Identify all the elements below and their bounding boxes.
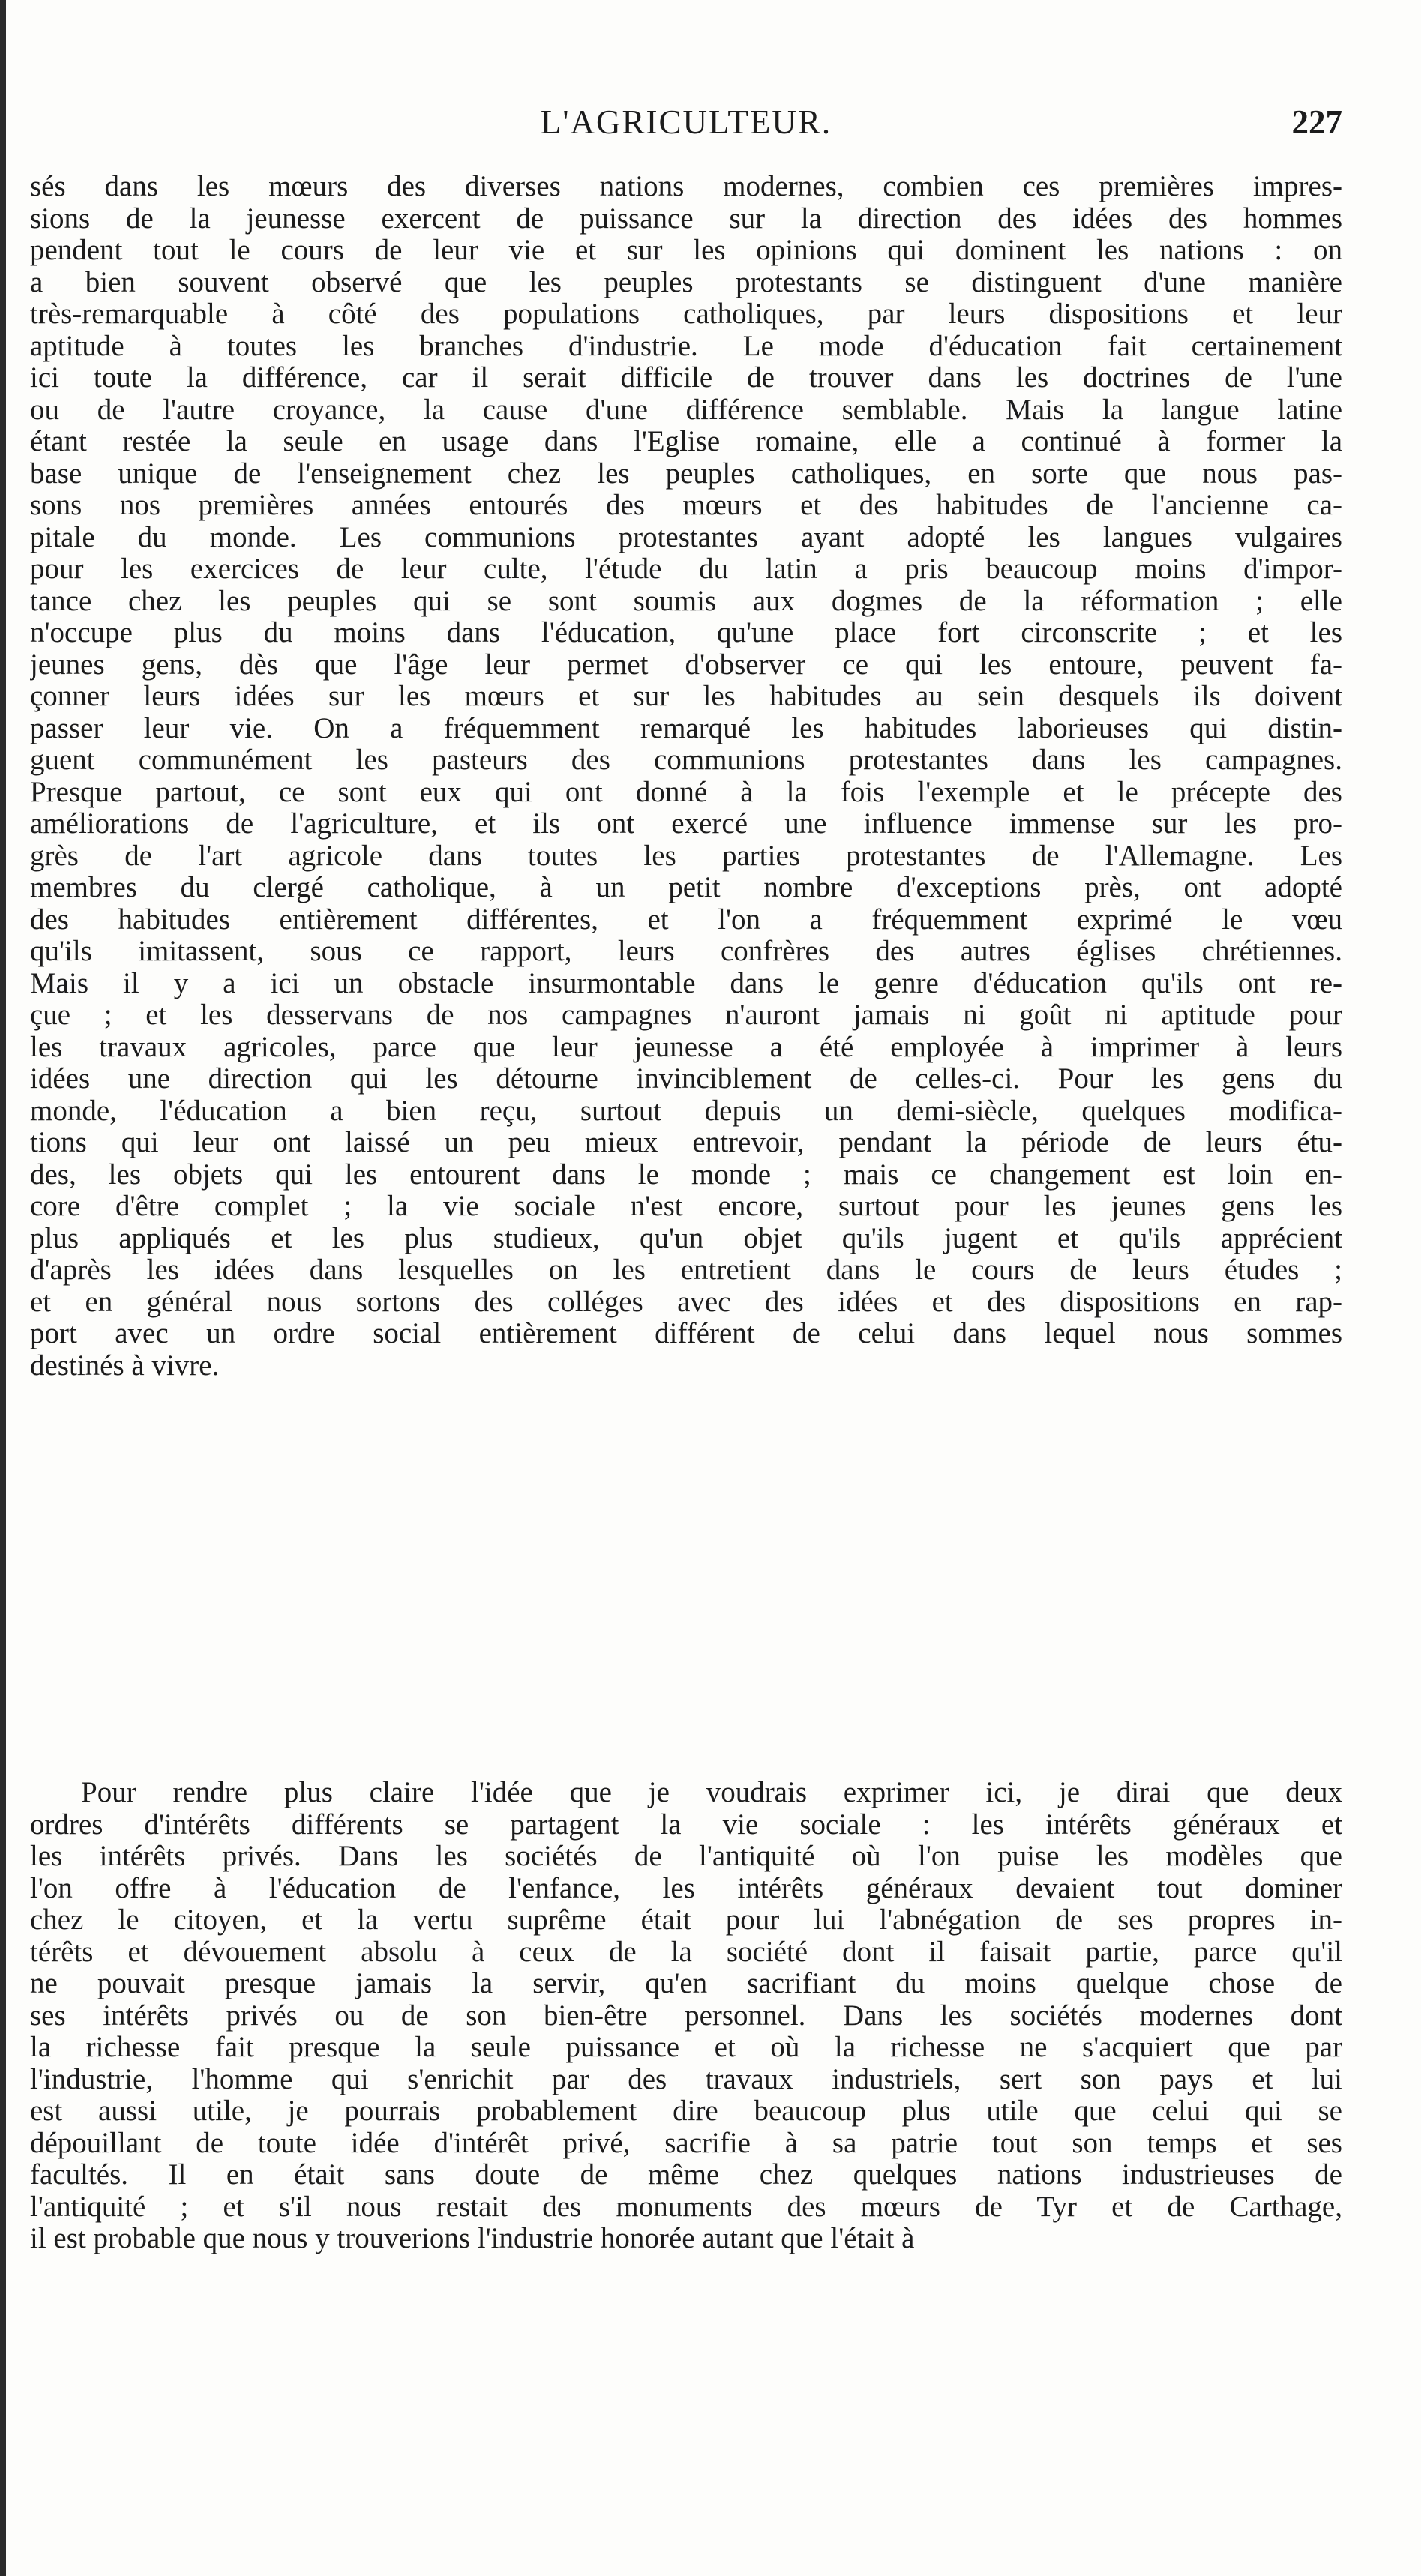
text-line: qu'ils imitassent, sous ce rapport, leurs confrères des autres églises chrétiennes. bbox=[30, 936, 1342, 967]
text-line: base unique de l'enseignement chez les peuples catholiques, en sorte que nous pas- bbox=[30, 457, 1342, 490]
text-line: étant restée la seule en usage dans l'Eglise romaine, elle a continué à former la bbox=[30, 426, 1342, 457]
text-line: sions de la jeunesse exercent de puissance sur la direction des idées des hommes bbox=[30, 202, 1342, 235]
text-line: ici toute la différence, car il serait difficile de trouver dans les doctrines de l'une bbox=[30, 362, 1342, 394]
text-line: sons nos premières années entourés des mœurs et des habitudes de l'ancienne ca- bbox=[30, 490, 1342, 521]
text-line: térêts et dévouement absolu à ceux de la société dont il faisait partie, parce qu'il bbox=[30, 1936, 1342, 1968]
text-line: ordres d'intérêts différents se partagent la vie sociale : les intérêts généraux et bbox=[30, 1808, 1342, 1841]
text-line: l'on offre à l'éducation de l'enfance, les intérêts généraux devaient tout dominer bbox=[30, 1872, 1342, 1904]
text-line: pitale du monde. Les communions protestantes ayant adopté les langues vulgaires bbox=[30, 521, 1342, 553]
text-line: très-remarquable à côté des populations catholiques, par leurs dispositions et leur bbox=[30, 298, 1342, 330]
text-line: Pour rendre plus claire l'idée que je voudrais exprimer ici, je dirai que deux bbox=[81, 1777, 1342, 1808]
text-line: ou de l'autre croyance, la cause d'une différence semblable. Mais la langue latine bbox=[30, 394, 1342, 426]
text-line: idées une direction qui les détourne invinciblement de celles-ci. Pour les gens du bbox=[30, 1063, 1342, 1095]
text-line: a bien souvent observé que les peuples protestants se distinguent d'une manière bbox=[30, 266, 1342, 298]
text-line: ses intérêts privés ou de son bien-être personnel. Dans les sociétés modernes dont bbox=[30, 1999, 1342, 2032]
text-line: pour les exercices de leur culte, l'étude du latin a pris beaucoup moins d'impor- bbox=[30, 553, 1342, 585]
paragraph-2 bbox=[30, 1777, 1342, 2255]
page-number: 227 bbox=[1291, 103, 1342, 141]
text-line: la richesse fait presque la seule puissance et où la richesse ne s'acquiert que par bbox=[30, 2032, 1342, 2063]
text-line: il est probable que nous y trouverions l'industrie honorée autant que l'était à bbox=[30, 2223, 915, 2254]
text-line: ne pouvait presque jamais la servir, qu'en sacrifiant du moins quelque chose de bbox=[30, 1968, 1342, 1999]
text-line: des, les objets qui les entourent dans le monde ; mais ce changement est loin en- bbox=[30, 1158, 1342, 1191]
text-line: membres du clergé catholique, à un petit nombre d'exceptions près, ont adopté bbox=[30, 872, 1342, 903]
text-line: port avec un ordre social entièrement différent de celui dans lequel nous sommes bbox=[30, 1318, 1342, 1349]
running-header bbox=[30, 96, 1342, 148]
text-line: est aussi utile, je pourrais probablement dire beaucoup plus utile que celui qui se bbox=[30, 2095, 1342, 2127]
text-line: monde, l'éducation a bien reçu, surtout depuis un demi-siècle, quelques modifica- bbox=[30, 1095, 1342, 1127]
text-line: pendent tout le cours de leur vie et sur les opinions qui dominent les nations : on bbox=[30, 235, 1342, 266]
text-line: tance chez les peuples qui se sont soumis aux dogmes de la réformation ; elle bbox=[30, 585, 1342, 617]
text-line: sés dans les mœurs des diverses nations modernes, combien ces premières impres- bbox=[30, 171, 1342, 202]
text-line: grès de l'art agricole dans toutes les parties protestantes de l'Allemagne. Les bbox=[30, 840, 1342, 872]
text-line: chez le citoyen, et la vertu suprême était pour lui l'abnégation de ses propres in- bbox=[30, 1904, 1342, 1936]
text-line: les travaux agricoles, parce que leur jeunesse a été employée à imprimer à leurs bbox=[30, 1031, 1342, 1063]
text-line: Mais il y a ici un obstacle insurmontable dans le genre d'éducation qu'ils ont re- bbox=[30, 967, 1342, 999]
text-line: d'après les idées dans lesquelles on les entretient dans le cours de leurs études ; bbox=[30, 1254, 1342, 1286]
text-line: l'industrie, l'homme qui s'enrichit par des travaux industriels, sert son pays et lui bbox=[30, 2063, 1342, 2095]
text-line: facultés. Il en était sans doute de même chez quelques nations industrieuses de bbox=[30, 2159, 1342, 2191]
text-line: et en général nous sortons des colléges avec des idées et des dispositions en rap- bbox=[30, 1286, 1342, 1318]
page-edge-rule bbox=[0, 0, 6, 2576]
text-line: core d'être complet ; la vie sociale n'est encore, surtout pour les jeunes gens les bbox=[30, 1191, 1342, 1222]
running-title: L'AGRICULTEUR. bbox=[540, 103, 832, 141]
text-line: dépouillant de toute idée d'intérêt privé, sacrifie à sa patrie tout son temps et ses bbox=[30, 2127, 1342, 2159]
text-line: l'antiquité ; et s'il nous restait des monuments des mœurs de Tyr et de Carthage, bbox=[30, 2191, 1342, 2223]
text-line: tions qui leur ont laissé un peu mieux entrevoir, pendant la période de leurs étu- bbox=[30, 1127, 1342, 1158]
text-line: guent communément les pasteurs des communions protestantes dans les campagnes. bbox=[30, 744, 1342, 776]
text-line: des habitudes entièrement différentes, et l'on a fréquemment exprimé le vœu bbox=[30, 903, 1342, 936]
text-line: améliorations de l'agriculture, et ils ont exercé une influence immense sur les pro- bbox=[30, 808, 1342, 840]
text-line: çonner leurs idées sur les mœurs et sur les habitudes au sein desquels ils doivent bbox=[30, 681, 1342, 712]
text-line: çue ; et les desservans de nos campagnes n'auront jamais ni goût ni aptitude pour bbox=[30, 999, 1342, 1031]
text-line: jeunes gens, dès que l'âge leur permet d'observer ce qui les entoure, peuvent fa- bbox=[30, 648, 1342, 681]
text-line: destinés à vivre. bbox=[30, 1349, 220, 1382]
text-line: passer leur vie. On a fréquemment remarqué les habitudes laborieuses qui distin- bbox=[30, 712, 1342, 744]
paragraph-1 bbox=[30, 171, 1342, 1382]
text-line: Presque partout, ce sont eux qui ont donné à la fois l'exemple et le précepte des bbox=[30, 776, 1342, 808]
text-line: aptitude à toutes les branches d'industrie. Le mode d'éducation fait certainement bbox=[30, 330, 1342, 362]
text-line: les intérêts privés. Dans les sociétés de l'antiquité où l'on puise les modèles que bbox=[30, 1841, 1342, 1872]
text-line: plus appliqués et les plus studieux, qu'un objet qu'ils jugent et qu'ils apprécient bbox=[30, 1222, 1342, 1254]
text-line: n'occupe plus du moins dans l'éducation, qu'une place fort circonscrite ; et les bbox=[30, 617, 1342, 648]
